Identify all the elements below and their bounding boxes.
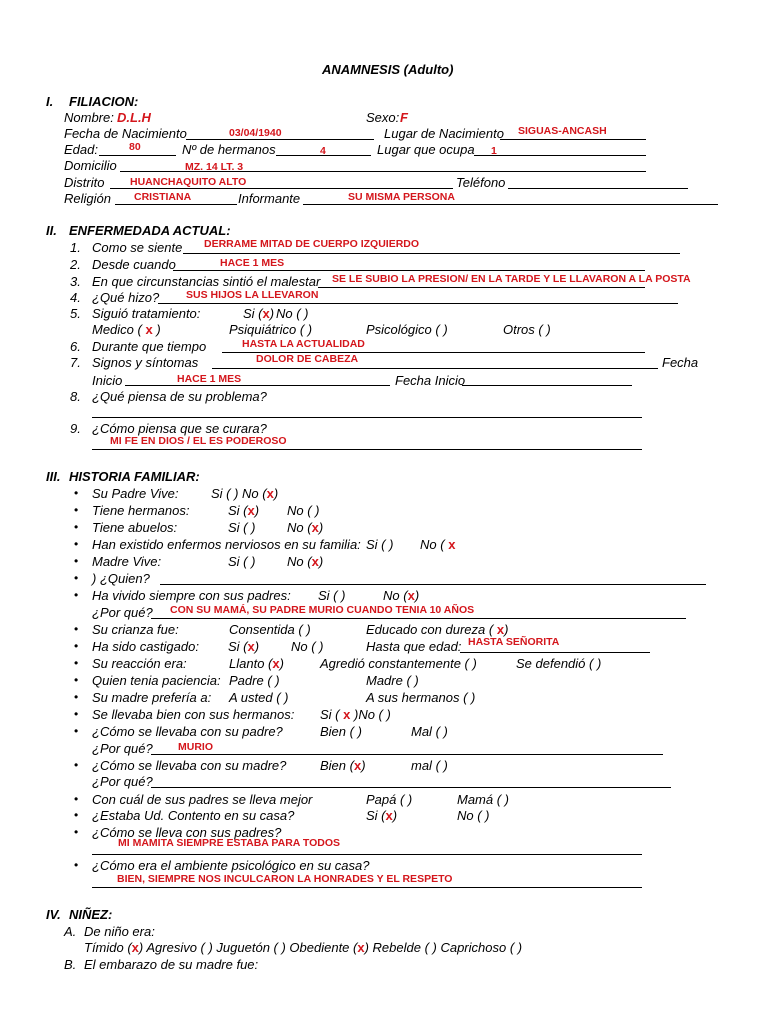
check-mark: x: [311, 554, 319, 569]
option-label: Papá: [366, 792, 397, 807]
blank-line: [110, 188, 453, 189]
item-letter: B.: [64, 957, 77, 972]
question: ¿Por qué?: [92, 741, 153, 756]
question: ¿Cómo piensa que se curara?: [92, 421, 267, 436]
option-label: A sus hermanos: [366, 690, 460, 705]
field-label: Sexo:: [366, 110, 400, 125]
item-number: 8.: [70, 389, 81, 404]
option-psiquiatrico: Psiquiátrico ( ): [229, 322, 313, 337]
option-label: Si: [228, 520, 240, 535]
option-si: Si (x): [228, 639, 260, 654]
option-label: No: [287, 520, 304, 535]
field-value: CRISTIANA: [134, 191, 192, 203]
option-hermanos: A sus hermanos ( ): [366, 690, 476, 705]
check-mark: x: [131, 940, 139, 955]
blank-line: [99, 155, 176, 156]
option-label: Llanto: [229, 656, 265, 671]
check-mark: x: [262, 306, 270, 321]
option-si: Si (x): [243, 306, 275, 321]
answer: HACE 1 MES: [177, 373, 242, 385]
question: En que circunstancias sintió el malestar: [92, 274, 321, 289]
option-padre: Padre ( ): [229, 673, 280, 688]
blank-line: [151, 787, 671, 788]
option-si: Si ( ): [228, 520, 256, 535]
option-label: No: [242, 486, 259, 501]
field-label: Edad:: [64, 142, 98, 157]
option-psicologico: Psicológico ( ): [366, 322, 448, 337]
option-usted: A usted ( ): [229, 690, 289, 705]
option-bien: Bien ( ): [320, 724, 362, 739]
bullet: •: [74, 520, 79, 534]
page-title: ANAMNESIS (Adulto): [322, 62, 454, 77]
bullet: •: [74, 656, 79, 670]
option-defendio: Se defendió ( ): [516, 656, 602, 671]
option-mal: Mal ( ): [411, 724, 448, 739]
option-label: Psiquiátrico: [229, 322, 297, 337]
check-mark: x: [448, 537, 456, 552]
option-label: No: [420, 537, 437, 552]
option-label: Mal: [411, 724, 432, 739]
option-si: Si ( x )No ( ): [320, 707, 391, 722]
option-medico: Medico ( x ): [92, 322, 161, 337]
option-papa: Papá ( ): [366, 792, 413, 807]
question: ¿Cómo se lleva con sus padres?: [92, 825, 282, 840]
field-value: MZ. 14 LT. 3: [185, 161, 244, 173]
question: ¿Qué hizo?: [92, 290, 160, 305]
item-number: 4.: [70, 290, 81, 305]
answer: HASTA LA ACTUALIDAD: [242, 338, 365, 350]
answer: MURIO: [178, 741, 213, 753]
option-label: Psicológico: [366, 322, 432, 337]
section-heading: NIÑEZ:: [69, 907, 113, 922]
bullet: •: [74, 808, 79, 822]
option-label: ) Agresivo ( ) Juguetón ( ) Obediente (: [138, 940, 358, 955]
item-letter: A.: [64, 924, 77, 939]
question: ¿Por qué?: [92, 774, 153, 789]
field-label: Distrito: [64, 175, 105, 190]
blank-line: [173, 270, 645, 271]
option-no: No (x): [287, 554, 324, 569]
question: Su reacción era:: [92, 656, 187, 671]
item-number: 7.: [70, 355, 81, 370]
answer: HASTA SEÑORITA: [468, 636, 560, 648]
option-label: Si: [318, 588, 330, 603]
question: Tiene hermanos:: [92, 503, 190, 518]
field-label: Nombre:: [64, 110, 114, 125]
bullet: •: [74, 858, 79, 872]
blank-line: [115, 204, 237, 205]
blank-line: [160, 584, 706, 585]
answer: BIEN, SIEMPRE NOS INCULCARON LA HONRADES Y EL RESPETO: [117, 873, 453, 885]
field-label: Fecha Inicio: [395, 373, 466, 388]
field-value: SU MISMA PERSONA: [348, 191, 455, 203]
option-educado: Educado con dureza ( x): [366, 622, 509, 637]
bullet: •: [74, 503, 79, 517]
field-value: F: [400, 110, 408, 125]
bullet: •: [74, 673, 79, 687]
section-heading: HISTORIA FAMILIAR:: [69, 469, 200, 484]
option-label: Otros: [503, 322, 535, 337]
blank-line: [303, 204, 718, 205]
blank-line: [460, 652, 650, 653]
field-value: D.L.H: [117, 110, 151, 125]
answer: MI MAMITA SIEMPRE ESTABA PARA TODOS: [118, 837, 341, 849]
option-label: No: [276, 306, 293, 321]
option-label: Si: [228, 639, 240, 654]
question: Tiene abuelos:: [92, 520, 178, 535]
option-label: Si: [366, 808, 378, 823]
blank-line: [183, 253, 680, 254]
option-label: ) Rebelde ( ) Caprichoso ( ): [364, 940, 523, 955]
item-number: 2.: [70, 257, 81, 272]
blank-line: [92, 887, 642, 888]
question: Quien tenia paciencia:: [92, 673, 221, 688]
option-label: No: [358, 707, 375, 722]
check-mark: x: [343, 707, 351, 722]
field-label: Religión: [64, 191, 111, 206]
option-label: No: [287, 503, 304, 518]
option-label: Se defendió: [516, 656, 586, 671]
item-number: 3.: [70, 274, 81, 289]
section-number: I.: [46, 94, 54, 109]
option-label: Mamá: [457, 792, 494, 807]
field-value: 1: [491, 145, 497, 157]
item-number: 9.: [70, 421, 81, 436]
field-value: SIGUAS-ANCASH: [518, 125, 607, 137]
option-label: Medico: [92, 322, 134, 337]
bullet: •: [74, 758, 79, 772]
question: ¿Cómo se llevaba con su padre?: [92, 724, 283, 739]
bullet: •: [74, 588, 79, 602]
option-si: Si (x): [228, 503, 260, 518]
question: Se llevaba bien con sus hermanos:: [92, 707, 295, 722]
question: Desde cuando: [92, 257, 176, 272]
section-heading: FILIACION:: [69, 94, 139, 109]
option-label: Bien: [320, 758, 347, 773]
option-label: Padre: [229, 673, 264, 688]
answer: DERRAME MITAD DE CUERPO IZQUIERDO: [204, 238, 420, 250]
option-label: Si: [320, 707, 332, 722]
blank-line: [508, 188, 688, 189]
section-number: IV.: [46, 907, 61, 922]
option-no: No (x): [287, 520, 324, 535]
question: Ha vivido siempre con sus padres:: [92, 588, 291, 603]
blank-line: [318, 287, 645, 288]
section-heading: ENFERMEDADA ACTUAL:: [69, 223, 231, 238]
question: Madre Vive:: [92, 554, 162, 569]
option-label: Si: [243, 306, 255, 321]
question: ¿Estaba Ud. Contento en su casa?: [92, 808, 295, 823]
option-label: No: [457, 808, 474, 823]
option-label: Si: [211, 486, 223, 501]
bullet: •: [74, 724, 79, 738]
blank-line: [151, 618, 686, 619]
field-label: Inicio: [92, 373, 123, 388]
blank-line: [186, 139, 374, 140]
item-number: 5.: [70, 306, 81, 321]
blank-line: [92, 417, 642, 418]
option-si: Si ( ): [228, 554, 256, 569]
bullet: •: [74, 554, 79, 568]
question: Con cuál de sus padres se lleva mejor: [92, 792, 313, 807]
field-value: 4: [320, 145, 326, 157]
field-label: Domicilio: [64, 158, 117, 173]
check-mark: x: [385, 808, 393, 823]
bullet: •: [74, 690, 79, 704]
option-label: Si: [228, 554, 240, 569]
blank-line: [474, 155, 646, 156]
option-mama: Mamá ( ): [457, 792, 510, 807]
section-number: III.: [46, 469, 61, 484]
section-number: II.: [46, 223, 57, 238]
check-mark: x: [247, 503, 255, 518]
field-label: Teléfono: [456, 175, 506, 190]
check-mark: x: [247, 639, 255, 654]
answer: SE LE SUBIO LA PRESION/ EN LA TARDE Y LE LLAVARON A LA POSTA: [332, 273, 691, 285]
option-label: Consentida: [229, 622, 295, 637]
question: De niño era:: [84, 924, 155, 939]
question: Siguió tratamiento:: [92, 306, 201, 321]
bullet: •: [74, 537, 79, 551]
question: El embarazo de su madre fue:: [84, 957, 259, 972]
options-row: [84, 940, 522, 955]
field-label: Lugar que ocupa: [377, 142, 475, 157]
check-mark: x: [266, 486, 274, 501]
option-no: No ( ): [457, 808, 490, 823]
option-no: No ( x: [420, 537, 456, 552]
answer: SUS HIJOS LA LLEVARON: [186, 289, 319, 301]
answer: MI FE EN DIOS / EL ES PODEROSO: [110, 435, 287, 447]
field-value: 80: [129, 141, 141, 153]
option-llanto: Llanto (x): [229, 656, 284, 671]
question: Ha sido castigado:: [92, 639, 199, 654]
option-label: No: [383, 588, 400, 603]
blank-line: [151, 754, 663, 755]
bullet: •: [74, 622, 79, 636]
check-mark: x: [407, 588, 415, 603]
answer: DOLOR DE CABEZA: [256, 353, 359, 365]
check-mark: x: [145, 322, 153, 337]
option-si: Si (x): [366, 808, 398, 823]
option-madre: Madre ( ): [366, 673, 419, 688]
blank-line: [500, 139, 646, 140]
question: Han existido enfermos nerviosos en su familia:: [92, 537, 361, 552]
check-mark: x: [357, 940, 365, 955]
field-label: Informante: [238, 191, 301, 206]
option-no: No (x): [383, 588, 420, 603]
bullet: •: [74, 486, 79, 500]
answer: HACE 1 MES: [220, 257, 285, 269]
field-label: Fecha: [662, 355, 699, 370]
question: Durante que tiempo: [92, 339, 207, 354]
field-value: HUANCHAQUITO ALTO: [130, 176, 247, 188]
option-si: Si ( ): [211, 486, 239, 501]
bullet: •: [74, 707, 79, 721]
blank-line: [462, 385, 632, 386]
option-label: Educado con dureza: [366, 622, 486, 637]
option-label: Tímido (: [84, 940, 132, 955]
option-label: Bien: [320, 724, 347, 739]
blank-line: [158, 303, 678, 304]
field-value: 03/04/1940: [229, 127, 282, 139]
option-label: A usted: [229, 690, 273, 705]
option-label: Si: [366, 537, 378, 552]
option-label: Agredió constantemente: [320, 656, 461, 671]
check-mark: x: [272, 656, 280, 671]
question: ¿Cómo se llevaba con su madre?: [92, 758, 287, 773]
field-label: Nº de hermanos: [182, 142, 276, 157]
check-mark: x: [311, 520, 319, 535]
option-otros: Otros ( ): [503, 322, 551, 337]
question: Hasta que edad:: [366, 639, 462, 654]
item-number: 1.: [70, 240, 81, 255]
question: ¿Cómo era el ambiente psicológico en su casa?: [92, 858, 370, 873]
option-no: No ( ): [287, 503, 320, 518]
bullet: •: [74, 825, 79, 839]
option-label: No: [291, 639, 308, 654]
field-label: Fecha de Nacimiento: [64, 126, 187, 141]
bullet: •: [74, 571, 79, 585]
option-no: No ( ): [291, 639, 324, 654]
blank-line: [212, 368, 658, 369]
option-label: Si: [228, 503, 240, 518]
option-consentida: Consentida ( ): [229, 622, 311, 637]
bullet: •: [74, 639, 79, 653]
question: Su Padre Vive:: [92, 486, 179, 501]
blank-line: [125, 385, 390, 386]
field-label: Lugar de Nacimiento: [384, 126, 504, 141]
option-label: mal: [411, 758, 432, 773]
question: Como se siente: [92, 240, 183, 255]
option-no: No ( ): [276, 306, 309, 321]
option-si: Si ( ): [318, 588, 346, 603]
question: Su madre prefería a:: [92, 690, 212, 705]
check-mark: x: [496, 622, 505, 637]
blank-line: [92, 854, 642, 855]
option-label: No: [287, 554, 304, 569]
option-mal: mal ( ): [411, 758, 448, 773]
question: Su crianza fue:: [92, 622, 179, 637]
check-mark: x: [353, 758, 362, 773]
question: ¿Por qué?: [92, 605, 153, 620]
question: ¿Qué piensa de su problema?: [92, 389, 267, 404]
item-number: 6.: [70, 339, 81, 354]
option-agredio: Agredió constantemente ( ): [320, 656, 477, 671]
bullet: •: [74, 792, 79, 806]
option-no: No (x): [242, 486, 279, 501]
question: Signos y síntomas: [92, 355, 199, 370]
option-bien: Bien (x): [320, 758, 366, 773]
question: ) ¿Quien?: [92, 571, 150, 586]
blank-line: [92, 449, 642, 450]
answer: CON SU MAMÁ, SU PADRE MURIO CUANDO TENIA 10 AÑOS: [170, 604, 475, 616]
option-si: Si ( ): [366, 537, 394, 552]
option-label: Madre: [366, 673, 403, 688]
